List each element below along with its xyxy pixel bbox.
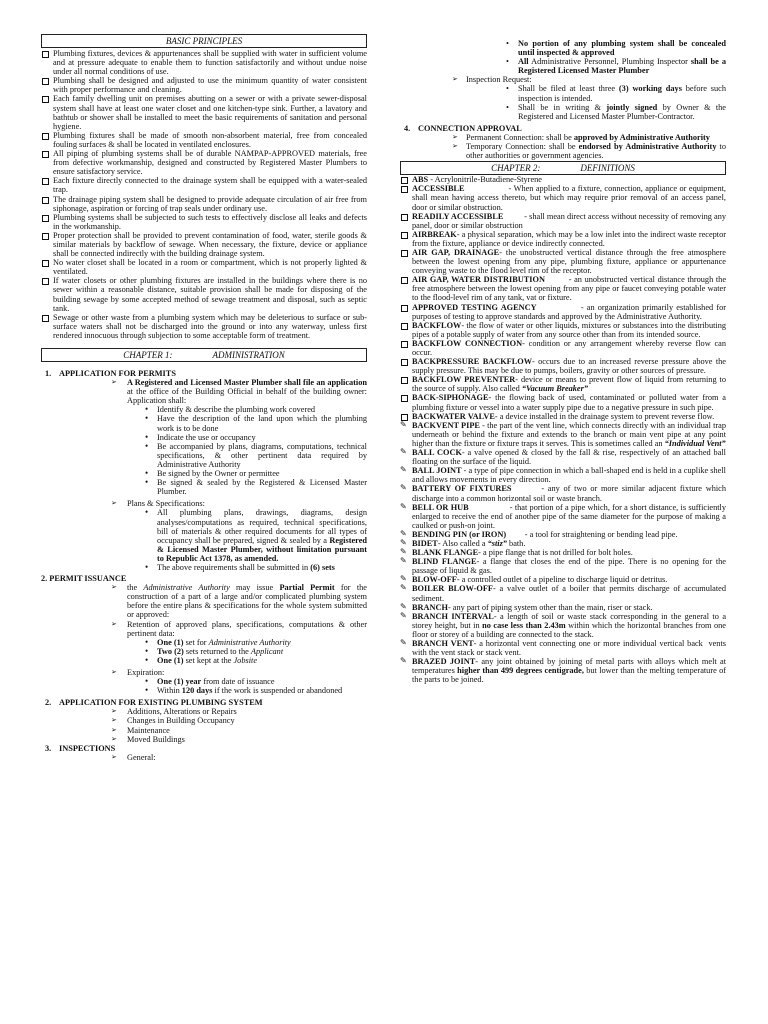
basic-principles-list: [41, 49, 367, 340]
definition-item: ✎ BRANCH INTERVAL- a length of soil or waste stack corresponding in the general to a storey height, but in no case less than 2.43m within which the horizontal branches from one floor or storey of a building are connected to the stack.: [400, 612, 726, 639]
basic-principle-item: Sewage or other waste from a plumbing system which may be deleterious to surface or sub-surface waters shall not be discharged into the ground or into any waterway, unless first rendered innocuous through subjection to some acceptable form of treatment.: [41, 313, 367, 340]
basic-principle-item: Plumbing shall be designed and adjusted to use the minimum quantity of water consistent with proper performance and cleaning.: [41, 76, 367, 94]
existing-plumbing-list: [41, 707, 367, 743]
definition-item: AIRBREAK- a physical separation, which may be a low inlet into the indirect waste receptor from the fixture, appliance or device indirectly connected.: [400, 230, 726, 248]
existing-plumbing-item: ➢ Changes in Building Occupancy: [41, 716, 367, 725]
definition-item: ✎ BACKVENT PIPE - the part of the vent line, which connects directly with an individual trap underneath or behind the fixture and extends to the branch or main vent pipe at any point higher than the fixture or fixture traps it serves. This is sometimes called an “Individual Vent”: [400, 421, 726, 448]
application-requirement-item: • Identify & describe the plumbing work covered: [41, 405, 367, 414]
inspections-item: ➢ General:: [41, 753, 367, 762]
definition-item: AIR GAP, WATER DISTRIBUTION - an unobstructed vertical distance through the free atmosphere between the lowest opening from any pipe or faucet conveying potable water to the flood-level rim of any tank, vat or fixture.: [400, 275, 726, 302]
inspection-request-label: ➢ Inspection Request:: [400, 75, 726, 84]
plans-specifications-label: ➢ Plans & Specifications:: [41, 499, 367, 508]
left-column: [41, 34, 367, 762]
retention-sets-list: [41, 638, 367, 665]
basic-principle-item: The drainage piping system shall be designed to provide adequate circulation of air free from siphonage, aspiration or forcing of trap seals under ordinary use.: [41, 195, 367, 213]
application-requirement-item: • Be signed by the Owner or permittee: [41, 469, 367, 478]
definition-item: ✎ BATTERY OF FIXTURES - any of two or more similar adjacent fixture which discharge into a common horizontal soil or waste branch.: [400, 484, 726, 502]
partial-permit-paragraph: ➢ the Administrative Authority may issue Partial Permit for the construction of a part of a large and/or complicated plumbing system before the entire plans & specifications for the whole system submitted or approved:: [41, 583, 367, 619]
chapter-1-heading: CHAPTER 1: ADMINISTRATION: [41, 348, 367, 362]
expiration-item-1: • One (1) year from date of issuance: [41, 677, 367, 686]
temporary-connection: ➢ Temporary Connection: shall be endorsed by Administrative Authority to other authorities or government agencies.: [400, 142, 726, 160]
existing-plumbing-item: ➢ Moved Buildings: [41, 735, 367, 744]
inspection-request-item-2: • Shall be in writing & jointly signed by Owner & the Registered and Licensed Master Plumber-Contractor.: [400, 103, 726, 121]
definition-item: READILY ACCESSIBLE - shall mean direct access without necessity of removing any panel, door or similar obstruction: [400, 212, 726, 230]
definition-item: ✎ BRAZED JOINT- any joint obtained by joining of metal parts with alloys which melt at temperatures higher than 499 degrees centigrade, but lower than the melting temperature of the parts to be joined.: [400, 657, 726, 684]
concealment-rule: • No portion of any plumbing system shall be concealed until inspected & approved: [400, 39, 726, 57]
basic-principle-item: Plumbing fixtures shall be made of smooth non-absorbent material, free from concealed fouling surfaces & shall be located in ventilated enclosures.: [41, 131, 367, 149]
basic-principle-item: Plumbing systems shall be subjected to such tests to effectively disclose all leaks and defects in the workmanship.: [41, 213, 367, 231]
retention-paragraph: ➢ Retention of approved plans, specifications, computations & other pertinent data:: [41, 620, 367, 638]
retention-set-item: • One (1) set for Administrative Authority: [41, 638, 367, 647]
expiration-label: ➢ Expiration:: [41, 668, 367, 677]
application-requirement-item: • Indicate the use or occupancy: [41, 433, 367, 442]
basic-principle-item: Each family dwelling unit on premises abutting on a sewer or with a private sewer-disposal system shall have at least one water closet and one kitchen-type sink. Further, a lavatory and bathtub or shower shall be installed to meet the basic requirements of sanitation and personal hygiene.: [41, 94, 367, 130]
definition-item: ACCESSIBLE - When applied to a fixture, connection, appliance or equipment, shall mean having access thereto, but which may require prior removal of an access panel, door or similar obstruction.: [400, 184, 726, 211]
inspection-request-item-1: • Shall be filed at least three (3) working days before such inspection is intended.: [400, 84, 726, 102]
chapter-2-heading: CHAPTER 2: DEFINITIONS: [400, 161, 726, 175]
definition-item: APPROVED TESTING AGENCY - an organization primarily established for purposes of testing to approve standards and approved by the Administrative Authority.: [400, 303, 726, 321]
plans-requirement-item: • All plumbing plans, drawings, diagrams, design analyses/computations as required, technical specifications, bill of materials & other required documents for all types of occupancy shall be prepared, signed & sealed by a Registered & Licensed Master Plumber, without limitation pursuant to Republic Act 1378, as amended.: [41, 508, 367, 563]
application-requirement-item: • Be accompanied by plans, diagrams, computations, technical specifications, & other pertinent data required by Administrative Authority: [41, 442, 367, 469]
retention-set-item: • One (1) set kept at the Jobsite: [41, 656, 367, 665]
definition-item: ✎ BALL JOINT - a type of pipe connection in which a ball-shaped end is held in a cuplike shell and allows movements in every direction.: [400, 466, 726, 484]
section-permit-issuance: 2. PERMIT ISSUANCE: [41, 574, 127, 584]
definition-item: BACK-SIPHONAGE- the flowing back of used, contaminated or polluted water from a plumbing fixture or vessel into a water supply pipe due to a negative pressure in such pipe.: [400, 393, 726, 411]
existing-plumbing-item: ➢ Maintenance: [41, 726, 367, 735]
expiration-item-2: • Within 120 days if the work is suspended or abandoned: [41, 686, 367, 695]
personnel-rule: • All Administrative Personnel, Plumbing Inspector shall be a Registered Licensed Master Plumber: [400, 57, 726, 75]
basic-principle-item: All piping of plumbing systems shall be of durable NAMPAP-APPROVED materials, free from defective workmanship, designed and constructed by Registered Master Plumbers to ensure satisfactory service.: [41, 149, 367, 176]
definition-item: AIR GAP, DRAINAGE- the unobstructed vertical distance through the free atmosphere between the lowest opening from any pipe, plumbing fixture, appliance or appurtenance conveying waste to the flood level rim of the receptor.: [400, 248, 726, 275]
section-inspections: 3. INSPECTIONS: [45, 743, 116, 753]
basic-principle-item: Each fixture directly connected to the drainage system shall be equipped with a water-sealed trap.: [41, 176, 367, 194]
definition-item: BACKFLOW PREVENTER- device or means to prevent flow of liquid from returning to the source of supply. Also called “Vacuum Breaker”: [400, 375, 726, 393]
basic-principles-heading: BASIC PRINCIPLES: [41, 34, 367, 48]
existing-plumbing-item: ➢ Additions, Alterations or Repairs: [41, 707, 367, 716]
permit-application-paragraph: ➢ A Registered and Licensed Master Plumber shall file an application at the office of the Building Official in behalf of the building owner: Application shall:: [41, 378, 367, 405]
definition-item: BACKWATER VALVE- a device installed in the drainage system to prevent reverse flow.: [400, 412, 726, 421]
definition-item: BACKFLOW CONNECTION- condition or any arrangement whereby reverse flow can occur.: [400, 339, 726, 357]
section-application-permits: 1. APPLICATION FOR PERMITS: [45, 369, 176, 378]
basic-principle-item: Plumbing fixtures, devices & appurtenances shall be supplied with water in sufficient volume and at pressure adequate to enable them to function satisfactorily and without undue noise under all normal conditions of use.: [41, 49, 367, 76]
definitions-list: [400, 175, 729, 685]
definition-item: ✎ BLANK FLANGE- a pipe flange that is not drilled for bolt holes.: [400, 548, 726, 557]
basic-principle-item: Proper protection shall be provided to prevent contamination of food, water, sterile goods & similar materials by backflow of sewage. When necessary, the fixture, device or appliance shall be connected indirectly with the building drainage system.: [41, 231, 367, 258]
application-requirements-list: [41, 405, 367, 496]
definition-item: ✎ BRANCH VENT- a horizontal vent connecting one or more individual vertical back vents with the vent stack or stack vent.: [400, 639, 726, 657]
section-connection-approval: 4. CONNECTION APPROVAL: [404, 123, 522, 133]
definition-item: ABS - Acrylonitrile-Butadiene-Styrene: [400, 175, 726, 184]
right-column: [400, 39, 729, 685]
permanent-connection: ➢ Permanent Connection: shall be approved by Administrative Authority: [400, 133, 726, 142]
retention-set-item: • Two (2) sets returned to the Applicant: [41, 647, 367, 656]
definition-item: ✎ BENDING PIN (or IRON) - a tool for straightening or bending lead pipe.: [400, 530, 726, 539]
definition-item: BACKFLOW- the flow of water or other liquids, mixtures or substances into the distributing pipes of a potable supply of water from any source other than from its intended source.: [400, 321, 726, 339]
definition-item: ✎ BALL COCK- a valve opened & closed by the fall & rise, respectively of an attached ball floating on the surface of the liquid.: [400, 448, 726, 466]
section-existing-plumbing: 2. APPLICATION FOR EXISTING PLUMBING SYSTEM: [45, 698, 263, 708]
definition-item: BACKPRESSURE BACKFLOW- occurs due to an increased reverse pressure above the supply pressure. This may be due to pumps, boilers, gravity or other sources of pressure.: [400, 357, 726, 375]
basic-principle-item: No water closet shall be located in a room or compartment, which is not properly lighted & ventilated.: [41, 258, 367, 276]
definition-item: ✎ BIDET- Also called a “stiz” bath.: [400, 539, 726, 548]
definition-item: ✎ BLOW-OFF- a controlled outlet of a pipeline to discharge liquid or detritus.: [400, 575, 726, 584]
definition-item: ✎ BRANCH- any part of piping system other than the main, riser or stack.: [400, 603, 726, 612]
definition-item: ✎ BOILER BLOW-OFF- a valve outlet of a boiler that permits discharge of accumulated sediment.: [400, 584, 726, 602]
basic-principle-item: If water closets or other plumbing fixtures are installed in the buildings where there is no sewer within a reasonable distance, suitable provision shall be made for disposing of the building sewage by some accepted method of sewage treatment and disposal, such as septic tank.: [41, 276, 367, 312]
application-requirement-item: • Be signed & sealed by the Registered & Licensed Master Plumber.: [41, 478, 367, 496]
sets-requirement-item: • The above requirements shall be submitted in (6) sets: [41, 563, 367, 572]
application-requirement-item: • Have the description of the land upon which the plumbing work is to be done: [41, 414, 367, 432]
inspections-list: [41, 753, 367, 762]
definition-item: ✎ BELL OR HUB - that portion of a pipe which, for a short distance, is sufficiently enlarged to receive the end of another pipe of the same diameter for the purpose of making a caulked or push-on joint.: [400, 503, 726, 530]
definition-item: ✎ BLIND FLANGE- a flange that closes the end of the pipe. There is no opening for the passage of liquid & gas.: [400, 557, 726, 575]
